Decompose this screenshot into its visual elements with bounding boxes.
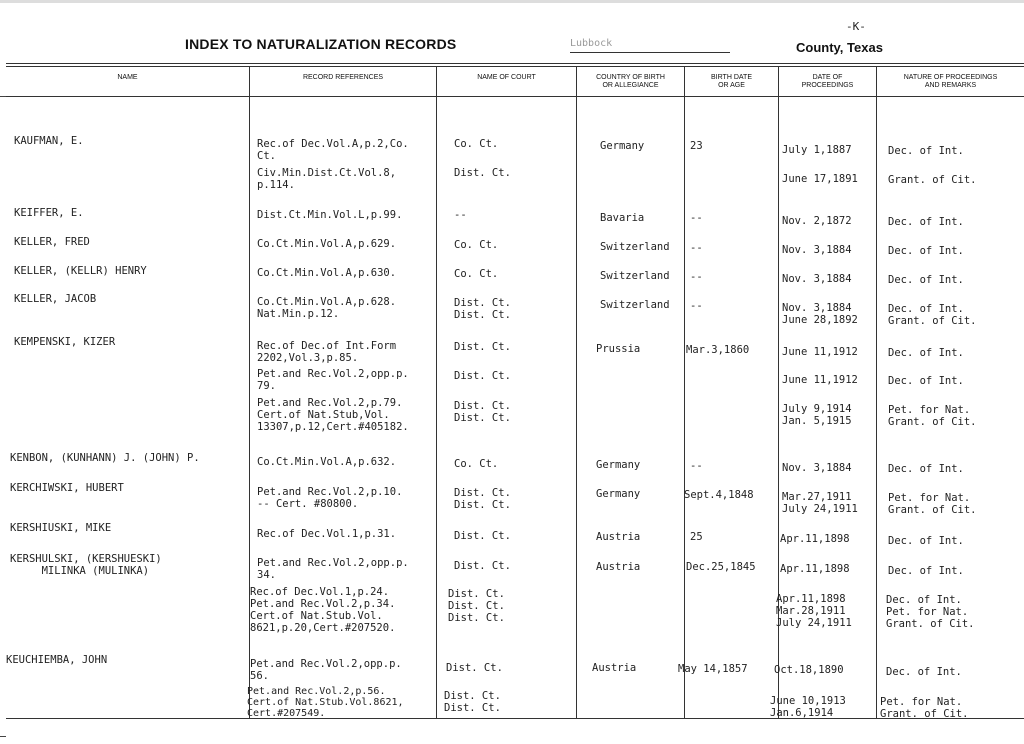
record-name: KEIFFER, E. — [14, 207, 84, 219]
record-court: Co. Ct. — [454, 239, 499, 251]
record-country: Switzerland — [600, 241, 670, 253]
column-divider — [684, 66, 685, 718]
record-nature: Dec. of Int. — [886, 666, 962, 678]
record-name: KERSHIUSKI, MIKE — [10, 522, 112, 534]
record-references: Rec.of Dec.Vol.1,p.31. — [257, 528, 397, 540]
record-court: Co. Ct. — [454, 138, 499, 150]
record-nature: Dec. of Int. — [888, 565, 964, 577]
record-country: Bavaria — [600, 212, 645, 224]
record-country: Austria — [592, 662, 637, 674]
record-references: Rec.of Dec.Vol.A,p.2,Co. Ct. — [257, 138, 409, 162]
record-references: Co.Ct.Min.Vol.A,p.632. — [257, 456, 397, 468]
record-references: Pet.and Rec.Vol.2,opp.p. 34. — [257, 557, 409, 581]
record-references: Pet.and Rec.Vol.2,opp.p. 56. — [250, 658, 402, 682]
record-references: Pet.and Rec.Vol.2,p.10. -- Cert. #80800. — [257, 486, 403, 510]
record-date: June 10,1913 Jan.6,1914 — [770, 695, 846, 719]
table-top-rule-2 — [6, 66, 1024, 67]
column-header-court: NAME OF COURT — [477, 74, 536, 81]
record-court: Dist. Ct. — [454, 530, 511, 542]
record-birth: -- — [690, 300, 703, 312]
record-name: KEUCHIEMBA, JOHN — [6, 654, 108, 666]
record-court: Dist. Ct. Dist. Ct. — [454, 297, 511, 321]
record-court: Dist. Ct. Dist. Ct. — [444, 690, 501, 714]
record-date: Apr.11,1898 — [780, 533, 850, 545]
record-court: -- — [454, 209, 467, 221]
column-divider — [876, 66, 877, 718]
record-name: KELLER, (KELLR) HENRY — [14, 265, 147, 277]
record-court: Dist. Ct. — [454, 560, 511, 572]
record-nature: Pet. for Nat. Grant. of Cit. — [888, 492, 977, 516]
record-birth: Dec.25,1845 — [686, 561, 756, 573]
record-references: Pet.and Rec.Vol.2,p.79. Cert.of Nat.Stub,Vol. 13307,p.12,Cert.#405182. — [257, 397, 409, 433]
record-court: Dist. Ct. Dist. Ct. Dist. Ct. — [448, 588, 505, 624]
record-birth: May 14,1857 — [678, 663, 748, 675]
record-date: June 17,1891 — [782, 173, 858, 185]
record-date: July 1,1887 — [782, 144, 852, 156]
record-date: Nov. 3,1884 — [782, 244, 852, 256]
column-header-name: NAME — [117, 74, 138, 81]
header-bottom-rule — [6, 96, 1024, 97]
record-birth: -- — [690, 212, 703, 224]
record-country: Switzerland — [600, 270, 670, 282]
record-nature: Dec. of Int. — [888, 245, 964, 257]
record-references: Civ.Min.Dist.Ct.Vol.8, p.114. — [257, 167, 397, 191]
margin-tick — [0, 736, 6, 737]
record-nature: Dec. of Int. Grant. of Cit. — [888, 303, 977, 327]
record-court: Dist. Ct. — [454, 370, 511, 382]
record-birth: -- — [690, 242, 703, 254]
record-nature: Pet. for Nat. Grant. of Cit. — [880, 696, 969, 720]
record-country: Germany — [596, 488, 641, 500]
top-scan-edge — [0, 0, 1024, 3]
record-birth: -- — [690, 460, 703, 472]
record-country: Germany — [600, 140, 645, 152]
record-name: KERSHULSKI, (KERSHUESKI) MILINKA (MULINKA) — [10, 553, 162, 577]
record-country: Prussia — [596, 343, 641, 355]
record-date: Nov. 3,1884 — [782, 273, 852, 285]
record-references: Co.Ct.Min.Vol.A,p.629. — [257, 238, 397, 250]
column-header-nature-of-proceedings: NATURE OF PROCEEDINGS AND REMARKS — [903, 74, 998, 89]
record-nature: Dec. of Int. — [888, 463, 964, 475]
record-country: Austria — [596, 561, 641, 573]
county-name-field: Lubbock — [570, 38, 730, 53]
record-date: June 11,1912 — [782, 346, 858, 358]
column-header-country: COUNTRY OF BIRTH OR ALLEGIANCE — [596, 74, 665, 89]
record-birth: Sept.4,1848 — [684, 489, 754, 501]
record-name: KERCHIWSKI, HUBERT — [10, 482, 124, 494]
record-date: Mar.27,1911 July 24,1911 — [782, 491, 858, 515]
record-name: KENBON, (KUNHANN) J. (JOHN) P. — [10, 452, 200, 464]
column-header-record-references: RECORD REFERENCES — [302, 74, 384, 81]
record-name: KELLER, JACOB — [14, 293, 97, 305]
record-nature: Dec. of Int. — [888, 535, 964, 547]
record-name: KAUFMAN, E. — [14, 135, 84, 147]
record-date: Nov. 3,1884 — [782, 462, 852, 474]
record-country: Austria — [596, 531, 641, 543]
page-title: INDEX TO NATURALIZATION RECORDS — [185, 36, 457, 52]
column-header-birth-date: BIRTH DATE OR AGE — [711, 74, 752, 89]
record-nature: Dec. of Int. — [888, 145, 964, 157]
record-references: Dist.Ct.Min.Vol.L,p.99. — [257, 209, 403, 221]
record-references: Rec.of Dec.Vol.1,p.24. Pet.and Rec.Vol.2,p.34. Cert.of Nat.Stub.Vol. 8621,p.20,Cert.#207520. — [250, 586, 396, 634]
record-references: Pet.and Rec.Vol.2,opp.p. 79. — [257, 368, 409, 392]
record-court: Co. Ct. — [454, 458, 499, 470]
record-court: Dist. Ct. — [454, 167, 511, 179]
record-court: Dist. Ct. Dist. Ct. — [454, 487, 511, 511]
record-birth: -- — [690, 271, 703, 283]
record-court: Dist. Ct. — [454, 341, 511, 353]
record-references: Pet.and Rec.Vol.2,p.56. Cert.of Nat.Stub.Vol.8621, Cert.#207549. — [247, 686, 404, 719]
letter-index-mark: -K- — [846, 20, 866, 33]
record-references: Co.Ct.Min.Vol.A,p.630. — [257, 267, 397, 279]
margin-tick — [0, 96, 6, 97]
record-country: Switzerland — [600, 299, 670, 311]
record-date: Apr.11,1898 — [780, 563, 850, 575]
county-label: County, Texas — [796, 40, 883, 55]
record-court: Dist. Ct. — [446, 662, 503, 674]
record-nature: Dec. of Int. — [888, 347, 964, 359]
record-date: Apr.11,1898 Mar.28,1911 July 24,1911 — [776, 593, 852, 629]
record-date: June 11,1912 — [782, 374, 858, 386]
record-nature: Dec. of Int. — [888, 274, 964, 286]
record-country: Germany — [596, 459, 641, 471]
record-date: July 9,1914 Jan. 5,1915 — [782, 403, 852, 427]
record-references: Co.Ct.Min.Vol.A,p.628. Nat.Min.p.12. — [257, 296, 397, 320]
table-bottom-rule — [6, 718, 1024, 719]
record-name: KEMPENSKI, KIZER — [14, 336, 116, 348]
column-divider — [576, 66, 577, 718]
record-nature: Dec. of Int. — [888, 216, 964, 228]
record-date: Nov. 2,1872 — [782, 215, 852, 227]
record-nature: Dec. of Int. Pet. for Nat. Grant. of Cit. — [886, 594, 975, 630]
record-date: Nov. 3,1884 June 28,1892 — [782, 302, 858, 326]
column-divider — [436, 66, 437, 718]
table-top-rule — [6, 63, 1024, 64]
record-birth: Mar.3,1860 — [686, 344, 750, 356]
record-birth: 25 — [690, 531, 703, 543]
record-references: Rec.of Dec.of Int.Form 2202,Vol.3,p.85. — [257, 340, 397, 364]
record-court: Dist. Ct. Dist. Ct. — [454, 400, 511, 424]
column-header-date-of-proceedings: DATE OF PROCEEDINGS — [801, 74, 854, 89]
record-date: Oct.18,1890 — [774, 664, 844, 676]
record-birth: 23 — [690, 140, 703, 152]
record-court: Co. Ct. — [454, 268, 499, 280]
record-nature: Grant. of Cit. — [888, 174, 977, 186]
record-nature: Pet. for Nat. Grant. of Cit. — [888, 404, 977, 428]
record-nature: Dec. of Int. — [888, 375, 964, 387]
record-name: KELLER, FRED — [14, 236, 90, 248]
